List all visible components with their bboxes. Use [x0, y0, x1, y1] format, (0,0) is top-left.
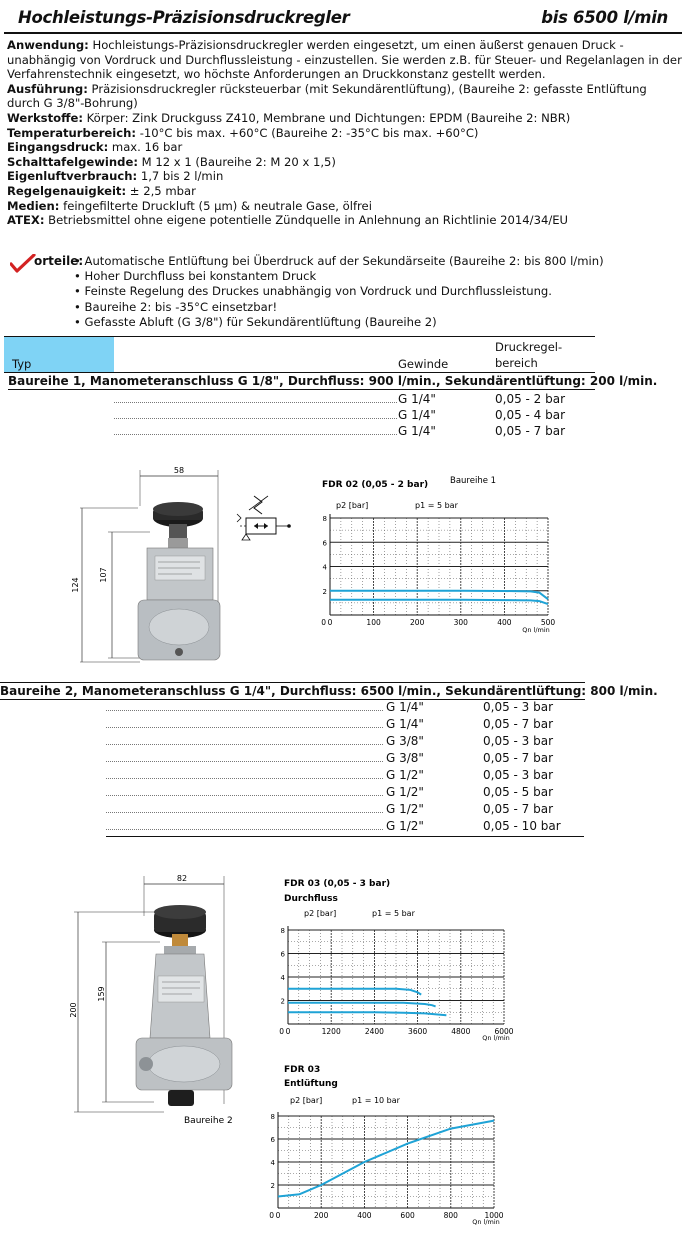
bereich-cell: 0,05 - 3 bar — [483, 700, 554, 714]
chart-ylabel: p2 [bar] — [336, 501, 369, 510]
x-tick-label: 0 — [327, 618, 333, 627]
x-tick-label: 0 — [275, 1211, 281, 1220]
table-row — [114, 391, 595, 407]
spec-regelgenauigkeit — [7, 184, 683, 199]
spec-schalttafelgewinde — [7, 155, 683, 170]
spec-label: Medien: — [7, 198, 60, 213]
x-tick-label: 800 — [443, 1211, 458, 1220]
column-header-druckbereich: Druckregel- — [495, 340, 563, 354]
product-table-baureihe-2 — [0, 682, 658, 838]
table-row — [114, 407, 595, 423]
x-tick-label: 4800 — [451, 1027, 471, 1036]
table-row — [106, 733, 585, 749]
y-tick-label: 6 — [280, 950, 285, 959]
spec-text: Körper: Zink Druckguss Z410, Membrane und Dichtungen: EPDM (Baureihe 2: NBR) — [86, 110, 571, 125]
x-tick-label: 400 — [357, 1211, 372, 1220]
chart-title: FDR 03 (0,05 - 3 bar) — [284, 879, 391, 889]
regulator-drawing-2 — [64, 868, 250, 1130]
dot-leader — [106, 710, 383, 711]
x-tick-label: 1000 — [484, 1211, 504, 1220]
spec-text: Betriebsmittel ohne eigene potentielle Zündquelle in Anlehnung an Richtlinie 2014/34/EU — [48, 213, 569, 228]
chart-param: p1 = 5 bar — [372, 909, 415, 918]
spec-text: feingefilterte Druckluft (5 µm) & neutrale Gase, ölfrei — [63, 198, 372, 213]
spec-ausfuehrung — [7, 82, 683, 111]
checkmark-icon — [10, 254, 36, 274]
x-tick-label: 2400 — [364, 1027, 384, 1036]
y-tick-label: 0 — [269, 1211, 274, 1220]
table-row — [106, 716, 585, 732]
y-tick-label: 0 — [321, 618, 326, 627]
spec-label: Anwendung: — [7, 38, 89, 52]
dim-height-body: 159 — [97, 986, 106, 1002]
spec-werkstoffe — [7, 111, 683, 126]
x-tick-label: 400 — [497, 618, 512, 627]
gewinde-cell: G 1/4" — [398, 408, 436, 422]
list-item: • Feinste Regelung des Druckes unabhängig von Vordruck und Durchflussleistung. — [74, 284, 604, 299]
bereich-cell: 0,05 - 2 bar — [495, 392, 566, 406]
y-tick-label: 8 — [270, 1113, 275, 1121]
bereich-cell: 0,05 - 7 bar — [483, 802, 554, 816]
x-tick-label: 300 — [453, 618, 468, 627]
spec-label: Ausführung: — [7, 81, 88, 96]
spec-label: ATEX: — [7, 213, 45, 228]
series-heading: Baureihe 1, Manometeranschluss G 1/8", Durchfluss: 900 l/min., Sekundärentlüftung: 200 l/min. — [8, 374, 658, 388]
regulator-drawing-1 — [60, 462, 230, 672]
table-header — [4, 336, 595, 373]
bereich-cell: 0,05 - 7 bar — [483, 717, 554, 731]
chart-subtitle: Durchfluss — [284, 894, 338, 904]
table-row — [106, 699, 585, 715]
drawing-label: Baureihe 2 — [184, 1116, 233, 1126]
spec-anwendung — [7, 38, 683, 82]
list-item: • Automatische Entlüftung bei Überdruck auf der Sekundärseite (Baureihe 2: bis 800 l/min) — [74, 254, 604, 269]
table-row — [106, 750, 585, 766]
table-bottom-rule — [106, 836, 584, 837]
column-header-druckbereich-2: bereich — [495, 356, 538, 370]
chart-fdr03-durchfluss — [262, 872, 532, 1048]
x-tick-label: 6000 — [494, 1027, 514, 1036]
column-label: Typ — [12, 357, 32, 371]
spec-label: Werkstoffe: — [7, 110, 83, 125]
gewinde-cell: G 1/4" — [398, 424, 436, 438]
dim-width: 82 — [176, 874, 188, 883]
dot-leader — [106, 812, 383, 813]
column-header-typ — [4, 337, 114, 372]
spec-text: Präzisionsdruckregler rücksteuerbar (mit Sekundärentlüftung), (Baureihe 2: gefasste Entlüftung durch G 3/8"-Bohrung) — [7, 81, 647, 111]
gewinde-cell: G 1/4" — [386, 717, 424, 731]
dot-leader — [106, 727, 383, 728]
spec-temperatur — [7, 126, 683, 141]
x-tick-label: 1200 — [321, 1027, 341, 1036]
vorteile-list — [74, 254, 604, 330]
chart-fdr02 — [300, 472, 562, 638]
y-tick-label: 4 — [270, 1159, 275, 1167]
chart-fdr03-entlueftung — [262, 1058, 524, 1230]
bereich-cell: 0,05 - 7 bar — [495, 424, 566, 438]
gewinde-cell: G 3/8" — [386, 734, 424, 748]
dot-leader — [106, 795, 383, 796]
gewinde-cell: G 1/2" — [386, 768, 424, 782]
list-item: • Gefasste Abluft (G 3/8") für Sekundärentlüftung (Baureihe 2) — [74, 315, 604, 330]
chart-xlabel: Qn l/min — [522, 626, 550, 634]
series-heading: Baureihe 2, Manometeranschluss G 1/4", Durchfluss: 6500 l/min., Sekundärentlüftung: 800 l/min. — [0, 684, 658, 698]
dim-height-body: 107 — [99, 567, 108, 583]
chart-ylabel: p2 [bar] — [304, 909, 337, 918]
product-table-baureihe-1 — [4, 336, 658, 440]
vorteile-section — [8, 252, 688, 330]
bereich-cell: 0,05 - 7 bar — [483, 751, 554, 765]
spec-eingangsdruck — [7, 140, 683, 155]
list-item: • Hoher Durchfluss bei konstantem Druck — [74, 269, 604, 284]
x-tick-label: 200 — [410, 618, 425, 627]
dot-leader — [106, 829, 383, 830]
chart-param: p1 = 10 bar — [352, 1096, 400, 1105]
gewinde-cell: G 1/2" — [386, 785, 424, 799]
y-tick-label: 4 — [322, 563, 327, 572]
bereich-cell: 0,05 - 10 bar — [483, 819, 561, 833]
series-line — [288, 989, 421, 995]
chart-title: FDR 02 (0,05 - 2 bar) — [322, 480, 429, 490]
gewinde-cell: G 1/2" — [386, 802, 424, 816]
spec-medien — [7, 199, 683, 214]
vorteile-label: orteile: — [34, 254, 84, 268]
spec-text: M 12 x 1 (Baureihe 2: M 20 x 1,5) — [141, 154, 336, 169]
dim-height-total: 200 — [69, 1002, 78, 1018]
chart-title: FDR 03 — [284, 1065, 321, 1075]
x-tick-label: 500 — [540, 618, 556, 627]
bereich-cell: 0,05 - 5 bar — [483, 785, 554, 799]
gewinde-cell: G 1/4" — [386, 700, 424, 714]
spec-label: Eingangsdruck: — [7, 140, 109, 155]
spec-label: Temperaturbereich: — [7, 125, 137, 140]
column-header-gewinde: Gewinde — [398, 357, 449, 371]
dot-leader — [106, 778, 383, 779]
spec-text: ± 2,5 mbar — [129, 183, 196, 198]
spec-list — [7, 38, 683, 228]
table-row — [106, 784, 585, 800]
y-tick-label: 2 — [270, 1182, 275, 1190]
y-tick-label: 6 — [322, 539, 327, 548]
chart-subtitle: Entlüftung — [284, 1079, 338, 1089]
y-tick-label: 6 — [270, 1136, 275, 1144]
dot-leader — [114, 434, 397, 435]
chart-xlabel: Qn l/min — [482, 1034, 510, 1042]
flow-range: bis 6500 l/min — [541, 8, 668, 27]
bereich-cell: 0,05 - 3 bar — [483, 734, 554, 748]
dot-leader — [106, 761, 383, 762]
y-tick-label: 2 — [322, 587, 327, 596]
spec-atex — [7, 213, 683, 228]
x-tick-label: 100 — [366, 618, 381, 627]
chart-subtitle: Baureihe 1 — [450, 476, 497, 486]
table-row — [106, 818, 585, 834]
chart-param: p1 = 5 bar — [415, 501, 458, 510]
y-tick-label: 4 — [280, 974, 285, 982]
spec-text: max. 16 bar — [111, 140, 183, 155]
table-row — [106, 767, 585, 783]
list-item: • Baureihe 2: bis -35°C einsetzbar! — [74, 300, 604, 315]
x-tick-label: 3600 — [408, 1027, 428, 1036]
spec-text: -10°C bis max. +60°C (Baureihe 2: -35°C bis max. +60°C) — [139, 125, 479, 140]
gewinde-cell: G 3/8" — [386, 751, 424, 765]
x-tick-label: 600 — [400, 1211, 415, 1220]
spec-eigenluftverbrauch — [7, 169, 683, 184]
spec-text: Hochleistungs-Präzisionsdruckregler werden eingesetzt, um einen äußerst genauen Druck - unabhängig von Vordruck und Durchflussleistung - einzustellen. Sie werden z.B. für Steuer- und Regelanlagen in der Verfahrenstechnik eingesetzt, wo höchste Anforderungen an Druckkonstanz gestellt werden. — [7, 38, 682, 82]
pneumatic-symbol-icon — [232, 490, 298, 548]
spec-label: Schalttafelgewinde: — [7, 154, 138, 169]
dot-leader — [114, 418, 397, 419]
bereich-cell: 0,05 - 3 bar — [483, 768, 554, 782]
bereich-cell: 0,05 - 4 bar — [495, 408, 566, 422]
series-line — [330, 591, 548, 599]
page-header — [4, 4, 682, 34]
dim-width: 58 — [173, 466, 185, 475]
x-tick-label: 0 — [285, 1027, 291, 1036]
y-tick-label: 2 — [280, 997, 285, 1006]
spec-text: 1,7 bis 2 l/min — [140, 169, 224, 184]
table-row — [114, 423, 595, 439]
series-line — [330, 600, 548, 604]
gewinde-cell: G 1/4" — [398, 392, 436, 406]
x-tick-label: 200 — [314, 1211, 329, 1220]
dot-leader — [114, 402, 397, 403]
spec-label: Regelgenauigkeit: — [7, 183, 127, 198]
series-line — [288, 1012, 446, 1015]
y-tick-label: 0 — [279, 1027, 284, 1036]
gewinde-cell: G 1/2" — [386, 819, 424, 833]
y-tick-label: 8 — [322, 515, 327, 523]
spec-label: Eigenluftverbrauch: — [7, 169, 138, 184]
page-title: Hochleistungs-Präzisionsdruckregler — [18, 8, 350, 27]
chart-ylabel: p2 [bar] — [290, 1096, 323, 1105]
chart-xlabel: Qn l/min — [472, 1218, 500, 1226]
y-tick-label: 8 — [280, 927, 285, 935]
table-row — [106, 801, 585, 817]
dim-height-total: 124 — [71, 577, 80, 593]
series-line — [288, 1003, 436, 1007]
dot-leader — [106, 744, 383, 745]
